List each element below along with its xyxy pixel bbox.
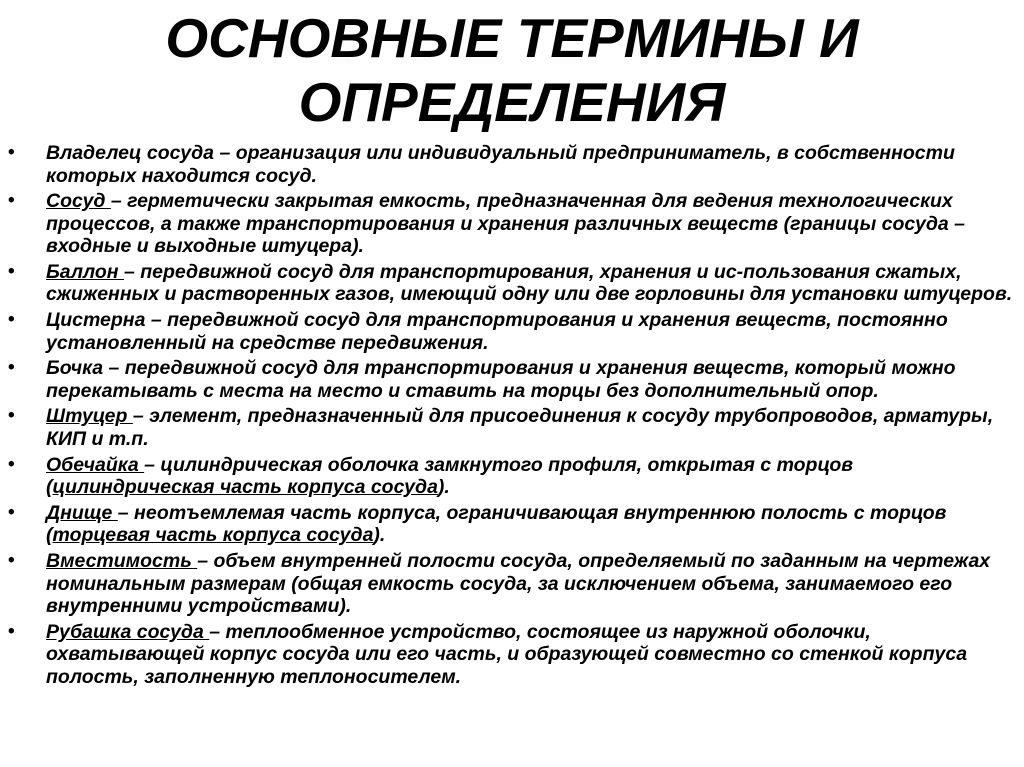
term-barrel [0, 357, 1024, 402]
term-head [0, 502, 1024, 547]
term-definition: – неотъемлемая часть корпуса, ограничивающая внутреннюю полость с торцов ( [46, 501, 947, 547]
term-fitting [0, 405, 1024, 450]
term-cylinder [0, 261, 1024, 306]
bullet-icon: • [8, 260, 15, 282]
bullet-icon: • [8, 620, 15, 642]
bullet-icon: • [8, 357, 15, 379]
terms-list [0, 142, 1024, 691]
term-definition: – герметически закрытая емкость, предназначенная для ведения технологических процессов, а также транспортирования и хранения различных веществ (границы сосуда – входные и выходные штуцера). [46, 190, 965, 258]
term-name: Днище [46, 501, 118, 524]
bullet-icon: • [8, 142, 15, 163]
term-name: Цистерна [46, 309, 146, 332]
slide-title-line-2: ОПРЕДЕЛЕНИЯ [298, 71, 726, 133]
term-definition-end: ). [373, 524, 386, 547]
term-vessel [0, 190, 1024, 258]
term-definition: – объем внутренней полости сосуда, определяемый по заданным на чертежах номинальным размерам (общая емкость сосуда, за исключением объема, занимаемого его внутренними устройствами). [46, 550, 991, 617]
term-name: Вместимость [46, 550, 198, 572]
bullet-icon: • [8, 550, 15, 571]
bullet-icon: • [8, 501, 15, 523]
term-name: Сосуд [46, 190, 111, 213]
term-definition: – элемент, предназначенный для присоединения к сосуду трубопроводов, арматуры, КИП и т.п. [46, 405, 994, 450]
term-capacity [0, 550, 1024, 618]
term-shell [0, 454, 1024, 499]
term-note: торцевая часть корпуса сосуда [52, 524, 374, 547]
bullet-icon: • [8, 309, 15, 331]
bullet-icon: • [8, 190, 15, 212]
term-name: Рубашка сосуда [46, 620, 210, 643]
term-name: Баллон [46, 260, 124, 283]
bullet-icon: • [8, 453, 15, 475]
term-definition: – передвижной сосуд для транспортирования и хранения веществ, который можно перекатывать с места на место и ставить на торцы без дополнительный опор. [46, 357, 956, 402]
term-definition: – цилиндрическая оболочка замкнутого профиля, открытая с торцов ( [46, 453, 854, 499]
term-note: цилиндрическая часть корпуса сосуда [52, 476, 438, 499]
term-definition: – организация или индивидуальный предприниматель, в собственности которых находится сосуд. [46, 142, 955, 187]
term-owner [0, 142, 1024, 187]
term-definition: – передвижной сосуд для транспортирования и хранения веществ, постоянно установленный на средстве передвижения. [46, 309, 948, 354]
bullet-icon: • [8, 405, 15, 427]
term-definition-end: ). [437, 476, 450, 499]
term-name: Бочка [46, 357, 104, 380]
term-tank [0, 309, 1024, 354]
term-definition: – теплообменное устройство, состоящее из наружной оболочки, охватывающей корпус сосуда или его часть, и образующей совместно со стенкой корпуса полость, заполненную теплоносителем. [46, 620, 968, 688]
term-name: Обечайка [46, 453, 145, 476]
term-name: Штуцер [46, 405, 133, 428]
slide-title [0, 6, 1024, 134]
term-jacket [0, 621, 1024, 689]
term-definition: – передвижной сосуд для транспортирования, хранения и ис-пользования сжатых, сжиженных и растворенных газов, имеющий одну или две горловины для установки штуцеров. [46, 260, 1013, 306]
slide-title-line-1: ОСНОВНЫЕ ТЕРМИНЫ И [165, 7, 859, 69]
term-name: Владелец сосуда [46, 142, 215, 164]
